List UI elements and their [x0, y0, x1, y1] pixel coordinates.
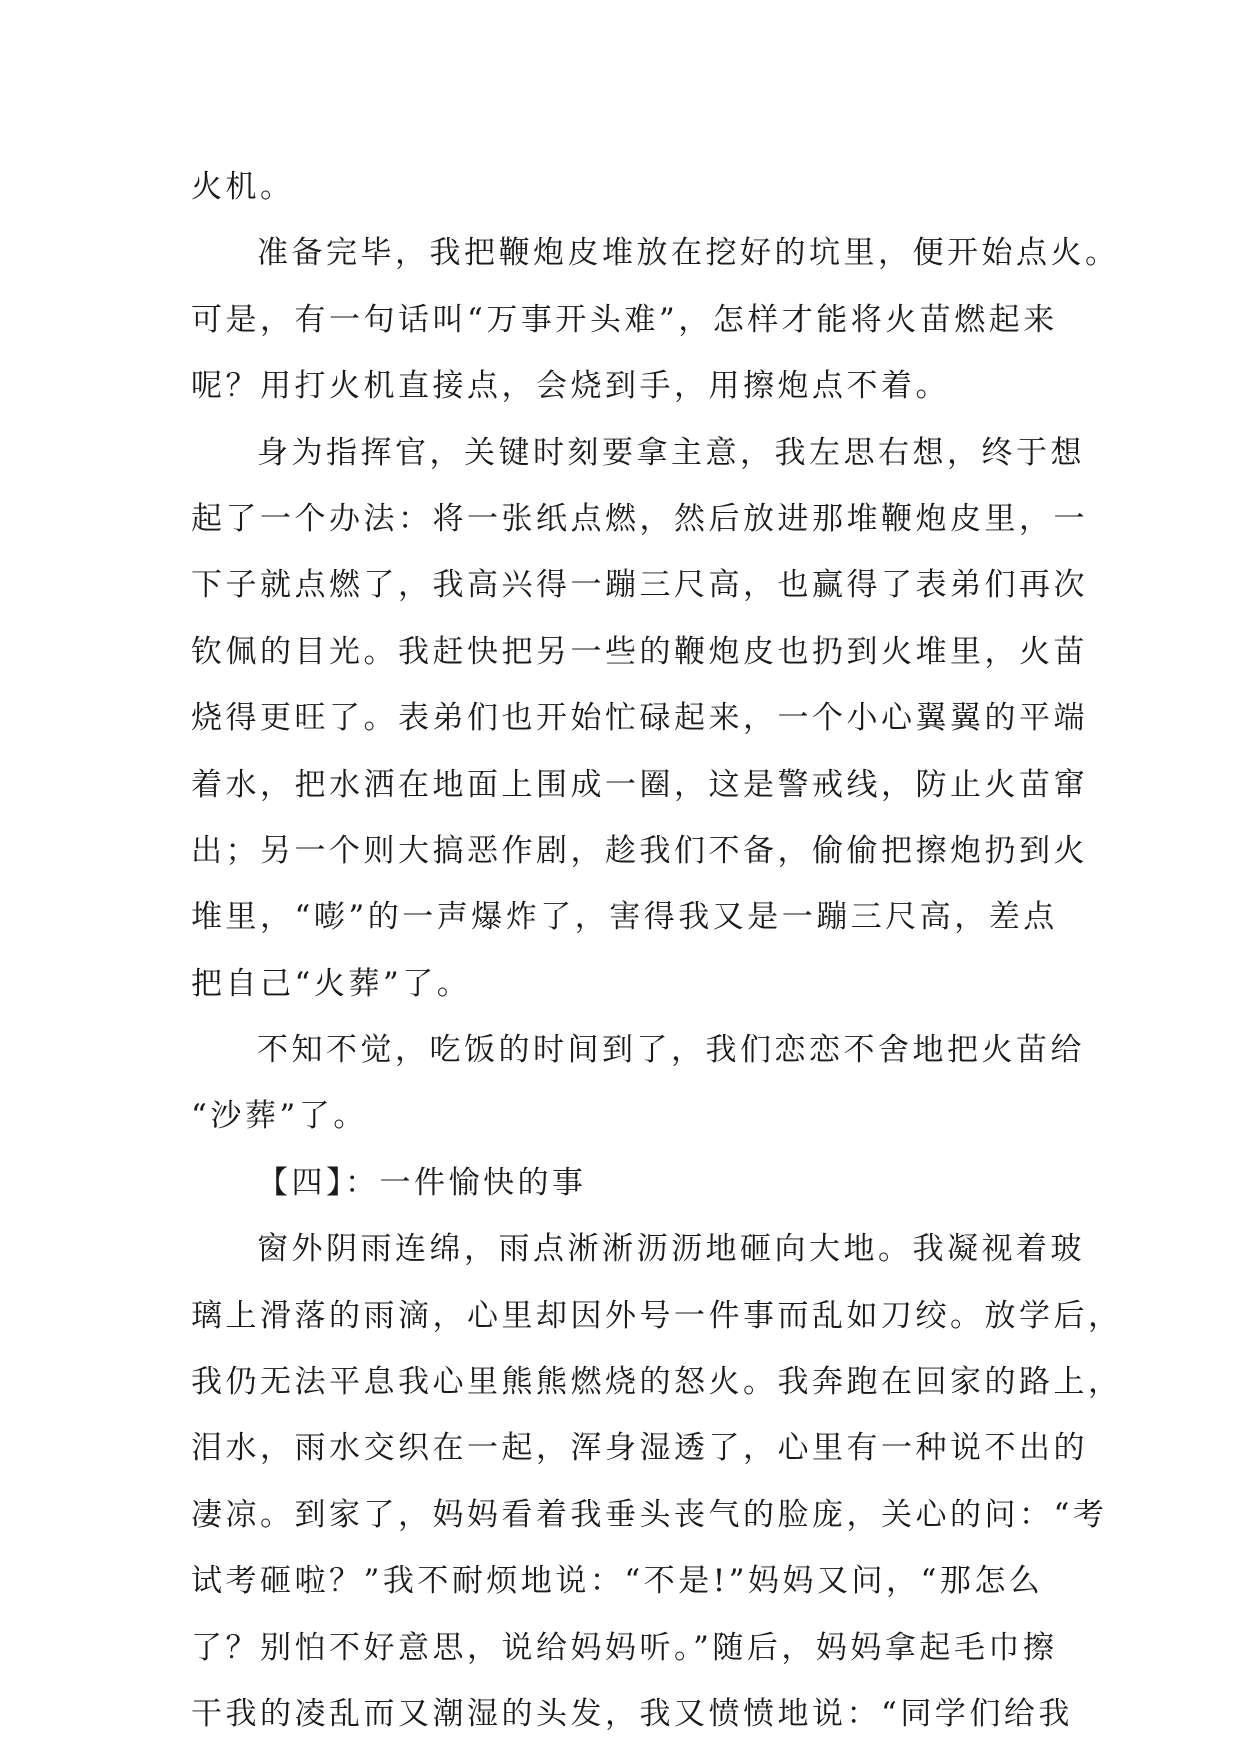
text-line: 起了一个办法：将一张纸点燃，然后放进那堆鞭炮皮里，一 [191, 500, 1088, 537]
section-heading: 【四】：一件愉快的事 [257, 1164, 587, 1201]
text-line: 着水，把水洒在地面上围成一圈，这是警戒线，防止火苗窜 [191, 766, 1088, 803]
text-line: “沙葬”了。 [191, 1098, 368, 1135]
text-line: 可是，有一句话叫“万事开头难”，怎样才能将火苗燃起来 [191, 301, 1058, 338]
text-line: 干我的凌乱而又潮湿的头发，我又愤愤地说：“同学们给我 [191, 1695, 1073, 1732]
text-line: 火机。 [191, 169, 295, 205]
paragraph-start-line: 身为指挥官，关键时刻要拿主意，我左思右想，终于想 [257, 434, 1085, 471]
text-line: 试考砸啦？”我不耐烦地说：“不是!”妈妈又问，“那怎么 [191, 1563, 1044, 1600]
text-line: 我仍无法平息我心里熊熊燃烧的怒火。我奔跑在回家的路上， [191, 1364, 1123, 1401]
text-line: 堆里，“嘭”的一声爆炸了，害得我又是一蹦三尺高，差点 [191, 899, 1058, 936]
text-line: 凄凉。到家了，妈妈看着我垂头丧气的脸庞，关心的问：“考 [191, 1496, 1108, 1533]
text-line: 下子就点燃了，我高兴得一蹦三尺高，也赢得了表弟们再次 [191, 567, 1088, 604]
text-line: 璃上滑落的雨滴，心里却因外号一件事而乱如刀绞。放学后， [191, 1297, 1123, 1334]
text-line: 呢？用打火机直接点，会烧到手，用擦炮点不着。 [191, 368, 950, 405]
paragraph-start-line: 不知不觉，吃饭的时间到了，我们恋恋不舍地把火苗给 [257, 1032, 1085, 1069]
text-line: 把自己“火葬”了。 [191, 965, 472, 1002]
paragraph-start-line: 准备完毕，我把鞭炮皮堆放在挖好的坑里，便开始点火。 [257, 235, 1120, 272]
text-line: 泪水，雨水交织在一起，浑身湿透了，心里有一种说不出的 [191, 1430, 1088, 1467]
text-line: 出；另一个则大搞恶作剧，趁我们不备，偷偷把擦炮扔到火 [191, 832, 1088, 869]
paragraph-start-line: 窗外阴雨连绵，雨点淅淅沥沥地砸向大地。我凝视着玻 [257, 1231, 1085, 1268]
essay-body [191, 154, 1123, 1747]
text-line: 了？别怕不好意思，说给妈妈听。”随后，妈妈拿起毛巾擦 [191, 1629, 1058, 1666]
text-line: 烧得更旺了。表弟们也开始忙碌起来，一个小心翼翼的平端 [191, 700, 1088, 737]
text-line: 钦佩的目光。我赶快把另一些的鞭炮皮也扔到火堆里，火苗 [191, 633, 1088, 670]
